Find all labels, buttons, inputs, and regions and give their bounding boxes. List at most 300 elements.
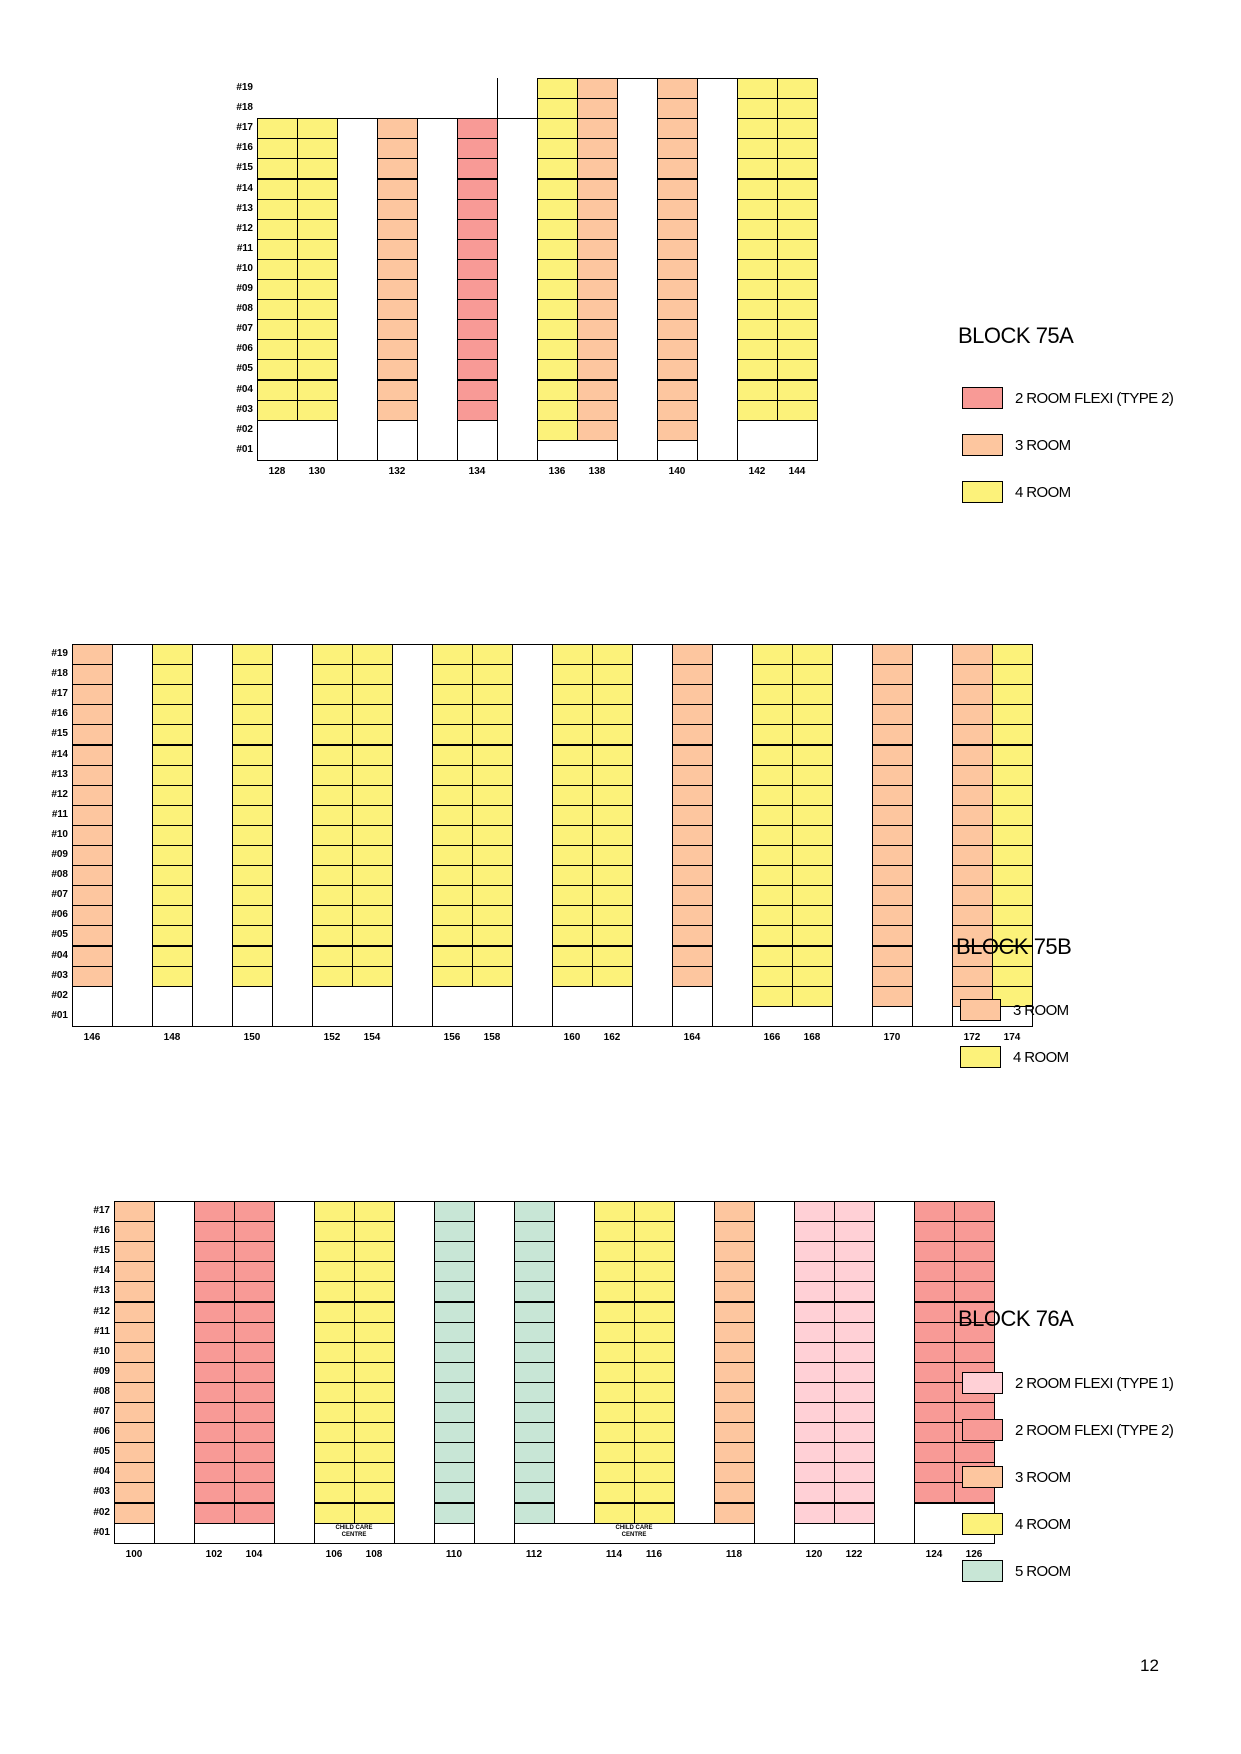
unit-cell	[194, 1322, 235, 1343]
unit-number-label: 122	[845, 1548, 863, 1560]
unit-cell	[194, 1402, 235, 1423]
unit-cell	[194, 1281, 235, 1302]
unit-cell	[72, 684, 113, 705]
gap-column	[154, 1201, 195, 1544]
unit-cell	[297, 138, 338, 159]
unit-cell	[537, 199, 578, 220]
unit-cell	[634, 1362, 675, 1383]
unit-cell	[457, 279, 498, 300]
unit-cell	[72, 704, 113, 725]
unit-cell	[234, 1382, 275, 1403]
unit-cell	[457, 199, 498, 220]
floor-label: #08	[93, 1385, 110, 1397]
unit-cell	[354, 1302, 395, 1323]
unit-cell	[577, 239, 618, 260]
void-deck	[552, 986, 633, 1027]
unit-cell	[312, 684, 353, 705]
floor-label: #01	[93, 1526, 110, 1538]
unit-cell	[672, 845, 713, 866]
unit-cell	[952, 724, 993, 745]
floor-label: #14	[93, 1265, 110, 1277]
legend-swatch	[962, 1419, 1003, 1441]
unit-cell	[714, 1503, 755, 1524]
unit-cell	[257, 319, 298, 340]
unit-cell	[232, 724, 273, 745]
unit-cell	[152, 905, 193, 926]
unit-cell	[954, 1221, 995, 1242]
unit-cell	[537, 158, 578, 179]
unit-cell	[194, 1382, 235, 1403]
unit-cell	[314, 1281, 355, 1302]
unit-cell	[594, 1241, 635, 1262]
unit-cell	[552, 664, 593, 685]
floor-label: #02	[51, 989, 68, 1001]
unit-cell	[592, 805, 633, 826]
unit-cell	[777, 359, 818, 380]
unit-cell	[434, 1322, 475, 1343]
unit-cell	[457, 219, 498, 240]
unit-cell	[714, 1382, 755, 1403]
unit-cell	[472, 865, 513, 886]
unit-cell	[472, 966, 513, 987]
unit-cell	[792, 845, 833, 866]
unit-cell	[872, 905, 913, 926]
unit-cell	[592, 644, 633, 665]
unit-cell	[352, 644, 393, 665]
unit-cell	[472, 664, 513, 685]
unit-cell	[232, 825, 273, 846]
unit-cell	[194, 1503, 235, 1524]
unit-cell	[672, 966, 713, 987]
gap-column	[337, 118, 378, 461]
unit-cell	[354, 1322, 395, 1343]
unit-cell	[777, 259, 818, 280]
unit-cell	[794, 1442, 835, 1463]
unit-number-label: 108	[365, 1548, 383, 1560]
legend-swatch	[960, 1046, 1001, 1068]
unit-cell	[434, 1402, 475, 1423]
unit-cell	[72, 845, 113, 866]
unit-cell	[777, 279, 818, 300]
unit-cell	[952, 845, 993, 866]
roof-line	[192, 644, 233, 645]
unit-number-label: 168	[803, 1031, 821, 1043]
unit-cell	[657, 78, 698, 99]
unit-cell	[952, 785, 993, 806]
unit-cell	[257, 299, 298, 320]
unit-cell	[737, 359, 778, 380]
unit-cell	[234, 1322, 275, 1343]
unit-cell	[672, 724, 713, 745]
unit-cell	[914, 1342, 955, 1363]
unit-cell	[792, 825, 833, 846]
unit-cell	[714, 1261, 755, 1282]
unit-cell	[672, 664, 713, 685]
unit-cell	[737, 179, 778, 200]
legend	[960, 998, 1069, 1092]
unit-cell	[434, 1302, 475, 1323]
unit-cell	[434, 1482, 475, 1503]
unit-cell	[514, 1302, 555, 1323]
unit-cell	[657, 400, 698, 421]
unit-cell	[114, 1302, 155, 1323]
unit-cell	[792, 684, 833, 705]
unit-cell	[537, 400, 578, 421]
gap-column	[274, 1201, 315, 1544]
unit-cell	[952, 905, 993, 926]
unit-cell	[777, 380, 818, 401]
unit-cell	[714, 1462, 755, 1483]
unit-cell	[297, 299, 338, 320]
floor-label: #03	[93, 1486, 110, 1498]
unit-cell	[354, 1422, 395, 1443]
unit-cell	[314, 1322, 355, 1343]
unit-cell	[354, 1402, 395, 1423]
void-deck	[257, 420, 338, 461]
unit-cell	[432, 946, 473, 967]
unit-cell	[834, 1261, 875, 1282]
unit-cell	[434, 1241, 475, 1262]
unit-cell	[152, 704, 193, 725]
unit-cell	[737, 299, 778, 320]
unit-cell	[737, 400, 778, 421]
unit-cell	[872, 825, 913, 846]
unit-cell	[657, 420, 698, 441]
unit-cell	[792, 724, 833, 745]
unit-cell	[297, 179, 338, 200]
floor-label: #11	[236, 242, 253, 254]
unit-cell	[314, 1201, 355, 1222]
unit-cell	[472, 805, 513, 826]
unit-cell	[752, 986, 793, 1007]
unit-cell	[872, 745, 913, 766]
unit-cell	[232, 805, 273, 826]
unit-cell	[377, 299, 418, 320]
unit-cell	[794, 1261, 835, 1282]
legend-item	[962, 1418, 1173, 1442]
floor-label: #12	[51, 788, 68, 800]
unit-number-label: 146	[83, 1031, 101, 1043]
unit-cell	[472, 925, 513, 946]
unit-cell	[834, 1382, 875, 1403]
unit-cell	[194, 1482, 235, 1503]
unit-cell	[72, 805, 113, 826]
unit-cell	[537, 339, 578, 360]
block-title: BLOCK 76A	[958, 1306, 1074, 1331]
unit-cell	[577, 299, 618, 320]
unit-cell	[257, 339, 298, 360]
unit-cell	[434, 1422, 475, 1443]
unit-cell	[992, 885, 1033, 906]
floor-label: #03	[236, 403, 253, 415]
unit-cell	[752, 704, 793, 725]
unit-cell	[72, 785, 113, 806]
floor-label: #15	[236, 162, 253, 174]
floor-label: #16	[236, 142, 253, 154]
gap-column	[474, 1201, 515, 1544]
floor-label: #02	[236, 423, 253, 435]
unit-cell	[297, 219, 338, 240]
unit-number-label: 142	[748, 465, 766, 477]
unit-cell	[952, 664, 993, 685]
floor-label: #08	[236, 303, 253, 315]
unit-cell	[657, 259, 698, 280]
unit-cell	[432, 765, 473, 786]
unit-cell	[377, 158, 418, 179]
unit-cell	[352, 966, 393, 987]
unit-cell	[552, 825, 593, 846]
legend-swatch	[962, 1372, 1003, 1394]
unit-cell	[872, 845, 913, 866]
unit-cell	[792, 946, 833, 967]
floor-label: #05	[51, 929, 68, 941]
unit-number-label: 132	[388, 465, 406, 477]
unit-number-label: 150	[243, 1031, 261, 1043]
unit-cell	[872, 966, 913, 987]
unit-cell	[314, 1482, 355, 1503]
unit-cell	[714, 1221, 755, 1242]
legend-swatch	[962, 387, 1003, 409]
unit-cell	[634, 1382, 675, 1403]
unit-cell	[634, 1302, 675, 1323]
floor-label: #13	[93, 1285, 110, 1297]
unit-cell	[257, 259, 298, 280]
unit-number-label: 172	[963, 1031, 981, 1043]
unit-cell	[714, 1482, 755, 1503]
unit-cell	[152, 845, 193, 866]
unit-cell	[657, 219, 698, 240]
unit-cell	[234, 1462, 275, 1483]
unit-cell	[297, 380, 338, 401]
unit-cell	[472, 946, 513, 967]
unit-cell	[872, 986, 913, 1007]
gap-column	[674, 1201, 715, 1544]
unit-number-label: 128	[268, 465, 286, 477]
unit-cell	[457, 400, 498, 421]
unit-cell	[514, 1482, 555, 1503]
unit-cell	[794, 1422, 835, 1443]
unit-cell	[752, 745, 793, 766]
unit-cell	[352, 946, 393, 967]
roof-line	[674, 1201, 715, 1202]
unit-cell	[314, 1503, 355, 1524]
unit-cell	[354, 1442, 395, 1463]
unit-cell	[352, 845, 393, 866]
unit-cell	[714, 1402, 755, 1423]
unit-cell	[752, 885, 793, 906]
unit-cell	[432, 664, 473, 685]
unit-cell	[354, 1503, 395, 1524]
unit-cell	[777, 98, 818, 119]
gap-column	[697, 78, 738, 461]
unit-cell	[257, 239, 298, 260]
unit-number-label: 126	[965, 1548, 983, 1560]
unit-cell	[257, 380, 298, 401]
unit-cell	[377, 279, 418, 300]
unit-cell	[552, 905, 593, 926]
unit-cell	[792, 865, 833, 886]
unit-cell	[777, 319, 818, 340]
unit-cell	[537, 319, 578, 340]
unit-cell	[457, 259, 498, 280]
unit-number-label: 130	[308, 465, 326, 477]
unit-cell	[457, 239, 498, 260]
gap-column	[554, 1201, 595, 1544]
legend	[962, 1371, 1173, 1606]
unit-cell	[592, 825, 633, 846]
unit-cell	[377, 319, 418, 340]
unit-cell	[737, 279, 778, 300]
unit-cell	[354, 1201, 395, 1222]
unit-cell	[114, 1261, 155, 1282]
unit-cell	[752, 785, 793, 806]
unit-cell	[737, 199, 778, 220]
unit-number-label: 154	[363, 1031, 381, 1043]
unit-cell	[234, 1402, 275, 1423]
legend-item	[960, 1045, 1069, 1069]
unit-cell	[794, 1302, 835, 1323]
unit-cell	[954, 1241, 995, 1262]
unit-cell	[577, 319, 618, 340]
unit-cell	[657, 319, 698, 340]
unit-cell	[552, 946, 593, 967]
unit-cell	[537, 359, 578, 380]
unit-cell	[537, 299, 578, 320]
unit-number-label: 114	[605, 1548, 623, 1560]
void-deck	[432, 986, 513, 1027]
unit-cell	[354, 1281, 395, 1302]
unit-cell	[232, 644, 273, 665]
unit-cell	[152, 825, 193, 846]
unit-cell	[952, 966, 993, 987]
unit-cell	[952, 644, 993, 665]
unit-cell	[792, 644, 833, 665]
unit-number-label: 100	[125, 1548, 143, 1560]
unit-cell	[312, 745, 353, 766]
unit-cell	[297, 239, 338, 260]
unit-cell	[794, 1362, 835, 1383]
unit-cell	[194, 1342, 235, 1363]
void-deck	[377, 420, 418, 461]
void-deck	[672, 986, 713, 1027]
floor-label: #09	[93, 1365, 110, 1377]
unit-cell	[952, 805, 993, 826]
unit-cell	[537, 179, 578, 200]
unit-cell	[834, 1362, 875, 1383]
unit-cell	[152, 966, 193, 987]
unit-cell	[634, 1201, 675, 1222]
unit-cell	[914, 1221, 955, 1242]
unit-cell	[312, 664, 353, 685]
unit-cell	[314, 1241, 355, 1262]
unit-cell	[377, 138, 418, 159]
unit-cell	[232, 845, 273, 866]
unit-cell	[152, 925, 193, 946]
unit-cell	[992, 825, 1033, 846]
unit-cell	[297, 199, 338, 220]
floor-label: #17	[93, 1205, 110, 1216]
unit-cell	[592, 925, 633, 946]
unit-cell	[352, 905, 393, 926]
unit-cell	[634, 1261, 675, 1282]
unit-cell	[457, 179, 498, 200]
unit-cell	[314, 1302, 355, 1323]
unit-cell	[992, 684, 1033, 705]
legend-label: 3 ROOM	[1013, 1001, 1069, 1019]
unit-cell	[232, 925, 273, 946]
gap-column	[392, 644, 433, 1027]
unit-cell	[552, 785, 593, 806]
unit-cell	[297, 339, 338, 360]
unit-cell	[992, 845, 1033, 866]
unit-cell	[434, 1342, 475, 1363]
unit-cell	[594, 1462, 635, 1483]
void-deck	[194, 1523, 275, 1544]
unit-cell	[952, 885, 993, 906]
legend-item	[962, 433, 1173, 457]
unit-cell	[457, 380, 498, 401]
unit-cell	[472, 724, 513, 745]
unit-cell	[312, 966, 353, 987]
unit-cell	[737, 219, 778, 240]
unit-cell	[114, 1342, 155, 1363]
unit-cell	[792, 986, 833, 1007]
void-deck	[657, 440, 698, 461]
unit-cell	[194, 1422, 235, 1443]
floor-label: #11	[93, 1325, 110, 1337]
unit-cell	[314, 1362, 355, 1383]
unit-cell	[577, 158, 618, 179]
unit-cell	[794, 1342, 835, 1363]
unit-cell	[752, 724, 793, 745]
unit-cell	[514, 1442, 555, 1463]
unit-cell	[834, 1402, 875, 1423]
unit-cell	[552, 865, 593, 886]
gap-column	[394, 1201, 435, 1544]
unit-cell	[537, 279, 578, 300]
unit-cell	[432, 905, 473, 926]
unit-cell	[297, 319, 338, 340]
unit-cell	[657, 199, 698, 220]
unit-cell	[352, 704, 393, 725]
unit-cell	[794, 1322, 835, 1343]
unit-cell	[457, 138, 498, 159]
unit-cell	[594, 1221, 635, 1242]
legend-swatch	[960, 999, 1001, 1021]
unit-cell	[257, 118, 298, 139]
unit-cell	[952, 684, 993, 705]
unit-cell	[577, 118, 618, 139]
legend-label: 5 ROOM	[1015, 1562, 1071, 1580]
unit-cell	[354, 1382, 395, 1403]
legend-label: 3 ROOM	[1015, 1468, 1071, 1486]
unit-number-label: 102	[205, 1548, 223, 1560]
unit-cell	[834, 1221, 875, 1242]
unit-cell	[634, 1281, 675, 1302]
unit-cell	[537, 219, 578, 240]
unit-cell	[152, 724, 193, 745]
unit-cell	[232, 745, 273, 766]
floor-label: #04	[51, 949, 68, 961]
unit-cell	[714, 1342, 755, 1363]
unit-cell	[114, 1221, 155, 1242]
unit-cell	[594, 1503, 635, 1524]
unit-cell	[577, 279, 618, 300]
unit-cell	[354, 1261, 395, 1282]
unit-cell	[257, 219, 298, 240]
unit-cell	[634, 1241, 675, 1262]
unit-cell	[777, 78, 818, 99]
